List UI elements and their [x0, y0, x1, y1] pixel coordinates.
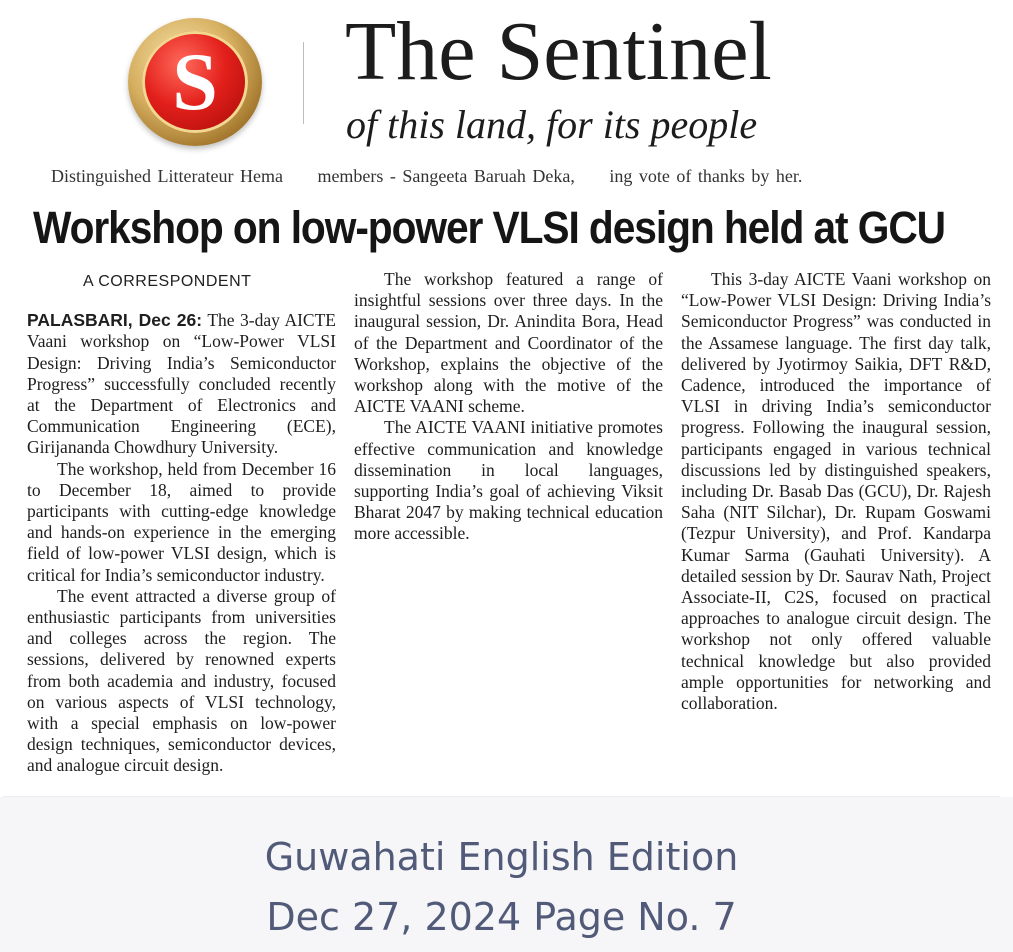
newspaper-title: The Sentinel — [345, 5, 772, 98]
article-paragraph: This 3-day AICTE Vaani workshop on “Low-Power VLSI Design: Driving India’s Semiconductor Progress” was conducted in the Assamese language. The first day talk, delivered by Jyotirmoy Saikia, DFT R&D, Cadence, introduced the importance of VLSI in driving India’s semiconductor progress. Following the inaugural session, participants engaged in various technical discussions led by distinguished speakers, including Dr. Basab Das (GCU), Dr. Rajesh Saha (NIT Silchar), Dr. Rupam Goswami (Tezpur University), and Prof. Kandarpa Kumar Sarma (Gauhati University). A detailed session by Dr. Saurav Nath, Project Associate-II, C2S, focused on practical approaches to analogue circuit design. The workshop not only offered valuable technical knowledge but also provided ample opportunities for networking and collaboration. — [681, 269, 991, 714]
cutline-fragment: members - Sangeeta Baruah Deka, — [317, 166, 575, 186]
newspaper-tagline: of this land, for its people — [346, 102, 758, 147]
edition-date-page: Dec 27, 2024 Page No. 7 — [266, 895, 737, 939]
dateline: PALASBARI, Dec 26: — [27, 310, 203, 331]
article-headline: Workshop on low-power VLSI design held at GCU — [33, 202, 945, 253]
byline: A CORRESPONDENT — [83, 273, 252, 290]
paragraph-text: The 3-day AICTE Vaani workshop on “Low-Power VLSI Design: Driving India’s Semiconductor Progress” successfully concluded recently at the Department of Electronics and Communication Engineering (ECE), Girijananda Chowdhury University. — [27, 310, 336, 458]
article-column-1 — [27, 269, 336, 777]
cutline-fragment: ing vote of thanks by her. — [609, 166, 803, 186]
article-paragraph: The event attracted a diverse group of enthusiastic participants from universities and colleges across the region. The sessions, delivered by renowned experts from both academia and industry, focused on various aspects of VLSI technology, with a special emphasis on low-power design techniques, semiconductor devices, and analogue circuit design. — [27, 585, 336, 776]
sentinel-logo — [128, 18, 262, 146]
article-column-3 — [681, 269, 991, 714]
edition-name: Guwahati English Edition — [264, 835, 739, 879]
cut-off-previous-article — [51, 166, 951, 186]
logo-badge — [142, 31, 248, 133]
article-paragraph — [27, 310, 336, 458]
edition-caption — [0, 797, 1013, 952]
logo-letter: S — [172, 36, 218, 127]
masthead-divider — [303, 42, 304, 124]
masthead — [0, 0, 1013, 178]
article-clipping — [3, 166, 1000, 797]
article-paragraph: The AICTE VAANI initiative promotes effective communication and knowledge dissemination in local languages, supporting India’s goal of achieving Viksit Bharat 2047 by making technical education more accessible. — [354, 417, 663, 544]
article-paragraph: The workshop featured a range of insightful sessions over three days. In the inaugural session, Dr. Anindita Bora, Head of the Department and Coordinator of the Workshop, explains the objective of the workshop along with the motive of the AICTE VAANI scheme. — [354, 269, 663, 417]
cutline-fragment: Distinguished Litterateur Hema — [51, 166, 283, 186]
article-paragraph: The workshop, held from December 16 to December 18, aimed to provide participants with cutting-edge knowledge and hands-on experience in the emerging field of low-power VLSI design, which is critical for India’s semiconductor industry. — [27, 458, 336, 585]
article-column-2 — [354, 269, 663, 545]
